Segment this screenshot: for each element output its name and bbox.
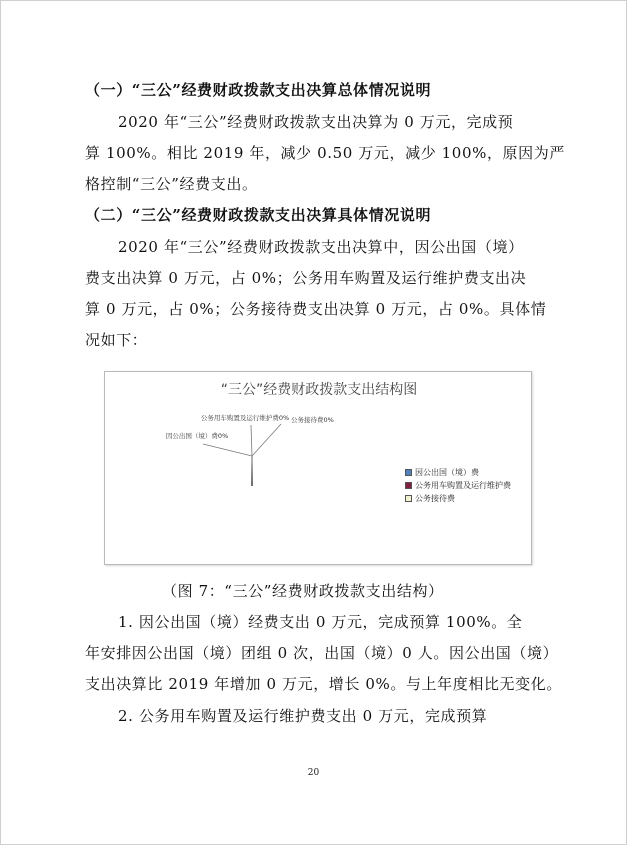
legend-item <box>405 479 511 492</box>
legend-label: 因公出国（境）费 <box>415 468 479 477</box>
slice-leader-line <box>251 425 252 456</box>
legend-swatch <box>405 495 412 502</box>
slice-leader-line <box>252 424 281 456</box>
slice-data-label: 公务接待费0% <box>291 416 334 424</box>
section2-line-2: 费支出决算 0 万元，占 0%；公务用车购置及运行维护费支出决 <box>85 269 527 287</box>
item1-line-2: 年安排因公出国（境）团组 0 次，出国（境）0 人。因公出国（境） <box>85 644 559 662</box>
legend-label: 公务接待费 <box>415 494 455 503</box>
legend-swatch <box>405 482 412 489</box>
legend-item <box>405 492 511 505</box>
section2-line-1: 2020 年“三公”经费财政拨款支出决算中，因公出国（境） <box>118 238 524 256</box>
section2-heading: （二）“三公”经费财政拨款支出决算具体情况说明 <box>85 206 432 224</box>
pie-chart <box>104 371 532 565</box>
section2-line-4: 况如下： <box>85 331 148 349</box>
chart-legend <box>405 466 511 505</box>
slice-data-label: 公务用车购置及运行维护费0% <box>200 414 290 422</box>
figure-caption: （图 7：“三公”经费财政拨款支出结构） <box>162 582 444 600</box>
slice-leader-line <box>203 444 252 456</box>
item2-line-1: 2. 公务用车购置及运行维护费支出 0 万元，完成预算 <box>118 707 488 725</box>
legend-swatch <box>405 469 412 476</box>
item1-line-1: 1. 因公出国（境）经费支出 0 万元，完成预算 100%。全 <box>118 613 523 631</box>
item1-line-3: 支出决算比 2019 年增加 0 万元，增长 0%。与上年度相比无变化。 <box>85 675 562 693</box>
chart-title: “三公”经费财政拨款支出结构图 <box>220 382 418 398</box>
section2-line-3: 算 0 万元，占 0%；公务接待费支出决算 0 万元，占 0%。具体情 <box>85 300 547 318</box>
section1-line-1: 2020 年“三公”经费财政拨款支出决算为 0 万元，完成预 <box>118 113 514 131</box>
section1-heading: （一）“三公”经费财政拨款支出决算总体情况说明 <box>85 81 432 99</box>
legend-label: 公务用车购置及运行维护费 <box>415 481 511 490</box>
section1-line-3: 格控制“三公”经费支出。 <box>85 175 258 193</box>
section1-line-2: 算 100%。相比 2019 年，减少 0.50 万元，减少 100%，原因为严 <box>85 144 565 162</box>
legend-item <box>405 466 511 479</box>
slice-data-label: 因公出国（境）费0% <box>165 432 229 440</box>
page-number: 20 <box>307 768 320 778</box>
